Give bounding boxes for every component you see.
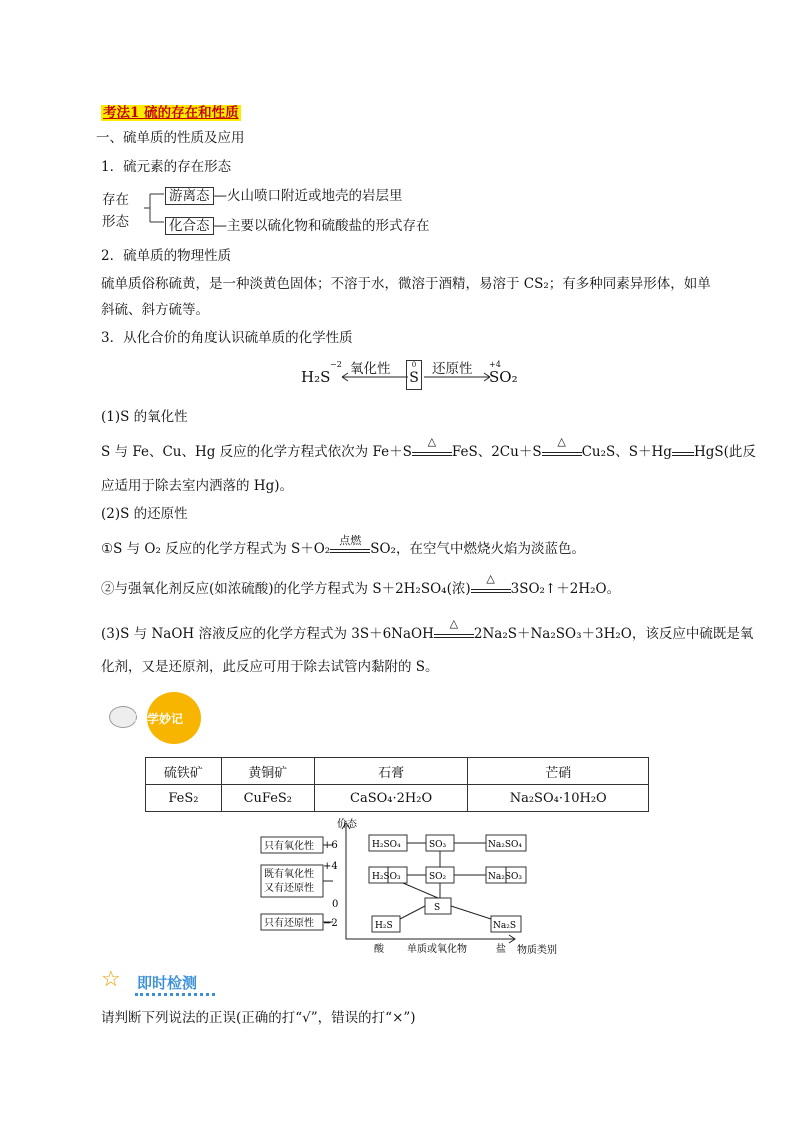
mineral-formula: CuFeS₂: [221, 785, 314, 812]
tip-label: 巧学妙记: [135, 712, 184, 726]
sec1-title: 一、硫单质的性质及应用: [96, 130, 245, 146]
sub3-title: 3．从化合价的角度认识硫单质的化学性质: [101, 330, 353, 346]
mineral-name: 芒硝: [468, 758, 649, 785]
check-underline: [135, 993, 215, 996]
y-tick: +6: [323, 840, 338, 851]
x-cat: 酸: [374, 944, 384, 955]
y-tick: 0: [332, 899, 339, 910]
p2-title: (2)S 的还原性: [101, 506, 188, 522]
exist-label-1: 存在: [102, 192, 129, 208]
node: Na₂SO₃: [488, 872, 523, 882]
node: H₂SO₃: [372, 872, 401, 882]
sub2-title: 2．硫单质的物理性质: [101, 248, 232, 264]
valence-s-box: [406, 360, 422, 390]
mineral-name: 石膏: [314, 758, 468, 785]
mineral-formula: FeS₂: [146, 785, 222, 812]
x-cat: 单质或氧化物: [407, 944, 467, 955]
tip-badge: [107, 690, 207, 746]
right-arrow-icon: [422, 372, 492, 382]
section-heading: 考法1 硫的存在和性质: [103, 105, 239, 121]
final-instruction: 请判断下列说法的正误(正确的打“√”，错误的打“×”): [101, 1010, 416, 1026]
valence-so2-ox: +4: [489, 360, 501, 369]
eq1-cont: 应适用于除去室内洒落的 Hg)。: [101, 478, 293, 494]
check-label: 即时检测: [137, 974, 198, 992]
eq4-line: (3)S 与 NaOH 溶液反应的化学方程式为 3S＋6NaOH △ 2Na₂S＋Na₂SO₃＋3H₂O，该反应中硫既是氧: [101, 616, 754, 642]
star-icon: ☆: [101, 967, 121, 992]
combined-state: 化合态 —主要以硫化物和硫酸盐的形式存在: [165, 214, 430, 234]
valence-red-label: 还原性: [432, 361, 473, 377]
valence-h2s-ox: −2: [330, 360, 342, 369]
phys-line2: 斜硫、斜方硫等。: [101, 302, 209, 318]
phys-line1: 硫单质俗称硫黄，是一种淡黄色固体；不溶于水，微溶于酒精，易溶于 CS₂；有多种同素异形体，如单: [101, 276, 711, 292]
eq3-line: ②与强氧化剂反应(如浓硫酸)的化学方程式为 S＋2H₂SO₄(浓) △ 3SO₂↑＋2H₂O。: [101, 571, 621, 597]
eq2-line: ①S 与 O₂ 反应的化学方程式为 S＋O₂ 点燃 SO₂，在空气中燃烧火焰为淡蓝色。: [101, 533, 585, 557]
y-tick: −2: [323, 918, 338, 929]
axis-y-title: 价态: [337, 819, 357, 830]
valence-so2: SO₂: [489, 368, 518, 386]
node: H₂SO₄: [372, 840, 401, 850]
node: H₂S: [375, 921, 393, 931]
mineral-name: 黄铜矿: [221, 758, 314, 785]
free-state: 游离态 —火山喷口附近或地壳的岩层里: [165, 184, 403, 204]
left-arrow-icon: [340, 372, 410, 382]
mineral-formula: Na₂SO₄·10H₂O: [468, 785, 649, 812]
eq1-line: S 与 Fe、Cu、Hg 反应的化学方程式依次为 Fe＋S △ FeS、2Cu＋S △ Cu₂S、S＋Hg HgS(此反: [101, 434, 756, 460]
side-box: 只有氧化性: [264, 841, 314, 852]
valence-s-ox: 0: [411, 361, 417, 369]
exist-label-2: 形态: [102, 214, 129, 230]
mineral-name: 硫铁矿: [146, 758, 222, 785]
megaphone-icon: [109, 706, 137, 728]
axis-x-title: 物质类别: [517, 945, 557, 956]
node: Na₂S: [493, 921, 517, 931]
minerals-table: [145, 757, 649, 812]
eq4-cont: 化剂，又是还原剂，此反应可用于除去试管内黏附的 S。: [101, 659, 439, 675]
side-box: 只有还原性: [264, 918, 314, 929]
mineral-formula: CaSO₄·2H₂O: [314, 785, 468, 812]
y-tick: +4: [323, 861, 338, 872]
side-box: 又有还原性: [264, 883, 314, 894]
node: SO₂: [429, 872, 447, 882]
node: SO₃: [429, 840, 447, 850]
sub1-title: 1．硫元素的存在形态: [101, 159, 232, 175]
x-cat: 盐: [496, 944, 506, 955]
p1-title: (1)S 的氧化性: [101, 409, 188, 425]
side-box: 既有氧化性: [264, 869, 314, 880]
valence-ox-label: 氧化性: [350, 361, 391, 377]
node: S: [434, 903, 441, 913]
valence-h2s: H₂S: [301, 368, 331, 386]
valence-s: S: [409, 370, 419, 386]
node: Na₂SO₄: [488, 840, 523, 850]
sulfur-diagram: [255, 815, 585, 961]
